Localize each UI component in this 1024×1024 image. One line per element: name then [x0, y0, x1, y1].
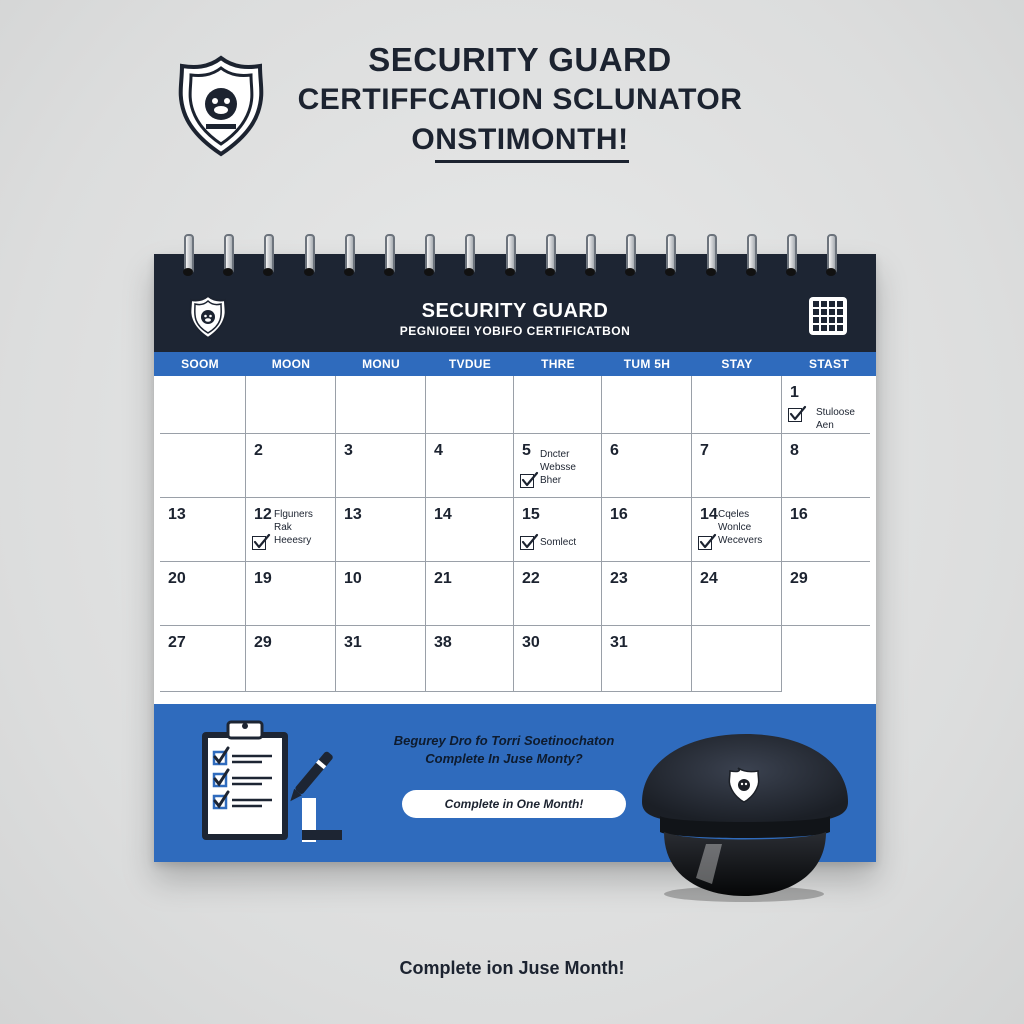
day-number: 30	[522, 634, 540, 651]
calendar-day-cell[interactable]	[426, 498, 514, 562]
day-number: 29	[254, 634, 272, 651]
calendar-day-cell[interactable]	[514, 626, 602, 692]
weekday-label: MONU	[362, 357, 400, 371]
calendar-day-cell[interactable]	[336, 498, 426, 562]
calendar-spiral-binding	[182, 234, 852, 278]
spiral-ring	[383, 234, 395, 276]
weekday-header-row	[154, 352, 876, 376]
calendar-day-cell[interactable]	[160, 498, 246, 562]
spiral-ring	[624, 234, 636, 276]
calendar-day-cell[interactable]	[782, 498, 870, 562]
day-number: 2	[254, 442, 263, 459]
task-checkbox-checked[interactable]	[520, 536, 534, 550]
calendar-day-cell[interactable]	[336, 434, 426, 498]
calendar-day-cell[interactable]	[514, 434, 602, 498]
weekday-label: THRE	[541, 357, 575, 371]
calendar-day-cell[interactable]	[782, 434, 870, 498]
day-number: 6	[610, 442, 619, 459]
day-number: 20	[168, 570, 186, 587]
calendar-day-cell[interactable]	[602, 434, 692, 498]
weekday-label: STAST	[809, 357, 849, 371]
day-number: 12	[254, 506, 272, 523]
footer-message-line-1: Begurey Dro fo Torri Soetinochaton	[393, 733, 615, 748]
day-number: 14	[700, 506, 718, 523]
calendar-subtitle: PEGNIOEEI YOBIFO CERTIFICATBON	[399, 324, 631, 338]
checklist-clipboard-icon	[198, 718, 348, 846]
calendar-day-cell[interactable]	[692, 376, 782, 434]
calendar-day-cell[interactable]	[782, 376, 870, 434]
task-checkbox-checked[interactable]	[252, 536, 266, 550]
day-number: 21	[434, 570, 452, 587]
day-number: 24	[700, 570, 718, 587]
day-number: 16	[790, 506, 808, 523]
weekday-label: MOON	[271, 357, 311, 371]
calendar-day-cell[interactable]	[692, 434, 782, 498]
spiral-ring	[785, 234, 797, 276]
calendar-day-cell[interactable]	[692, 626, 782, 692]
poster-title-line-1: SECURITY GUARD	[368, 41, 672, 78]
calendar-day-cell[interactable]	[426, 376, 514, 434]
calendar-day-cell[interactable]	[692, 498, 782, 562]
calendar-day-cell[interactable]	[246, 626, 336, 692]
calendar-day-cell[interactable]	[602, 376, 692, 434]
calendar-day-cell[interactable]	[782, 626, 870, 692]
calendar-day-cell[interactable]	[426, 562, 514, 626]
spiral-ring	[182, 234, 194, 276]
calendar-day-cell[interactable]	[246, 434, 336, 498]
calendar-day-cell[interactable]	[336, 376, 426, 434]
checkmark-icon	[699, 533, 717, 551]
day-number: 31	[344, 634, 362, 651]
poster-title-line-3-prefix: O	[411, 123, 436, 156]
calendar-day-cell[interactable]	[602, 626, 692, 692]
checkmark-icon	[789, 405, 807, 423]
calendar-day-cell[interactable]	[160, 376, 246, 434]
poster-title	[250, 40, 790, 163]
checkmark-icon	[521, 533, 539, 551]
spiral-ring	[544, 234, 556, 276]
day-number: 19	[254, 570, 272, 587]
calendar-day-cell[interactable]	[514, 376, 602, 434]
day-task-note: Somlect	[540, 537, 577, 548]
day-number: 22	[522, 570, 540, 587]
poster-title-line-3-underlined: NSTIMONTH!	[435, 120, 628, 163]
day-number: 14	[434, 506, 452, 523]
weekday-label: TUM 5H	[623, 357, 671, 371]
day-number: 8	[790, 442, 799, 459]
day-number: 1	[790, 384, 799, 401]
task-checkbox-checked[interactable]	[520, 474, 534, 488]
day-task-note: Stuloose Aen	[816, 407, 855, 431]
footer-message-line-2: Complete In Juse Monty?	[425, 751, 583, 766]
task-checkbox-checked[interactable]	[788, 408, 802, 422]
calendar-day-cell[interactable]	[246, 376, 336, 434]
calendar-title: SECURITY GUARD	[421, 300, 609, 322]
day-number: 13	[344, 506, 362, 523]
checkmark-icon	[521, 471, 539, 489]
calendar-day-cell[interactable]	[246, 498, 336, 562]
day-task-note: Cqeles Wonlce Wecevers	[718, 509, 763, 546]
spiral-ring	[463, 234, 475, 276]
task-checkbox-checked[interactable]	[698, 536, 712, 550]
calendar-day-cell[interactable]	[602, 562, 692, 626]
calendar-day-cell[interactable]	[782, 562, 870, 626]
weekday-label: STAY	[721, 357, 753, 371]
day-task-note: Dncter Websse Bher	[540, 449, 576, 486]
footer-message	[374, 732, 634, 768]
calendar-day-cell[interactable]	[602, 498, 692, 562]
spiral-ring	[423, 234, 435, 276]
calendar-day-cell[interactable]	[426, 434, 514, 498]
day-task-note: Flguners Rak Heeesry	[274, 509, 313, 546]
day-number: 29	[790, 570, 808, 587]
spiral-ring	[584, 234, 596, 276]
security-guard-cap-icon	[634, 728, 854, 904]
day-number: 27	[168, 634, 186, 651]
spiral-ring	[705, 234, 717, 276]
day-number: 5	[522, 442, 531, 459]
spiral-ring	[745, 234, 757, 276]
day-number: 23	[610, 570, 628, 587]
day-number: 10	[344, 570, 362, 587]
spiral-ring	[825, 234, 837, 276]
spiral-ring	[262, 234, 274, 276]
calendar-day-cell[interactable]	[514, 562, 602, 626]
weekday-label: SOOM	[181, 357, 219, 371]
spiral-ring	[343, 234, 355, 276]
calendar-day-cell[interactable]	[160, 434, 246, 498]
calendar-day-cell[interactable]	[336, 626, 426, 692]
calendar-grid	[160, 376, 870, 692]
checkmark-icon	[253, 533, 271, 551]
weekday-label: TVDUE	[448, 357, 492, 371]
calendar-day-cell[interactable]	[160, 562, 246, 626]
calendar-day-cell[interactable]	[426, 626, 514, 692]
day-number: 4	[434, 442, 443, 459]
calendar-day-cell[interactable]	[246, 562, 336, 626]
day-number: 7	[700, 442, 709, 459]
spiral-ring	[303, 234, 315, 276]
calendar-day-cell[interactable]	[692, 562, 782, 626]
day-number: 15	[522, 506, 540, 523]
calendar-day-cell[interactable]	[336, 562, 426, 626]
poster-tagline: Complete ion Juse Month!	[399, 958, 625, 978]
complete-in-one-month-button[interactable]: Complete in One Month!	[402, 790, 626, 818]
spiral-ring	[222, 234, 234, 276]
spiral-ring	[504, 234, 516, 276]
day-number: 38	[434, 634, 452, 651]
calendar-grid-icon[interactable]	[808, 296, 848, 336]
day-number: 3	[344, 442, 353, 459]
day-number: 13	[168, 506, 186, 523]
calendar-day-cell[interactable]	[160, 626, 246, 692]
poster-title-line-2: CERTIFFCATION SCLUNATOR	[297, 83, 743, 116]
day-number: 16	[610, 506, 628, 523]
poster-title-line-3	[250, 120, 790, 163]
spiral-ring	[664, 234, 676, 276]
day-number: 31	[610, 634, 628, 651]
calendar-day-cell[interactable]	[514, 498, 602, 562]
